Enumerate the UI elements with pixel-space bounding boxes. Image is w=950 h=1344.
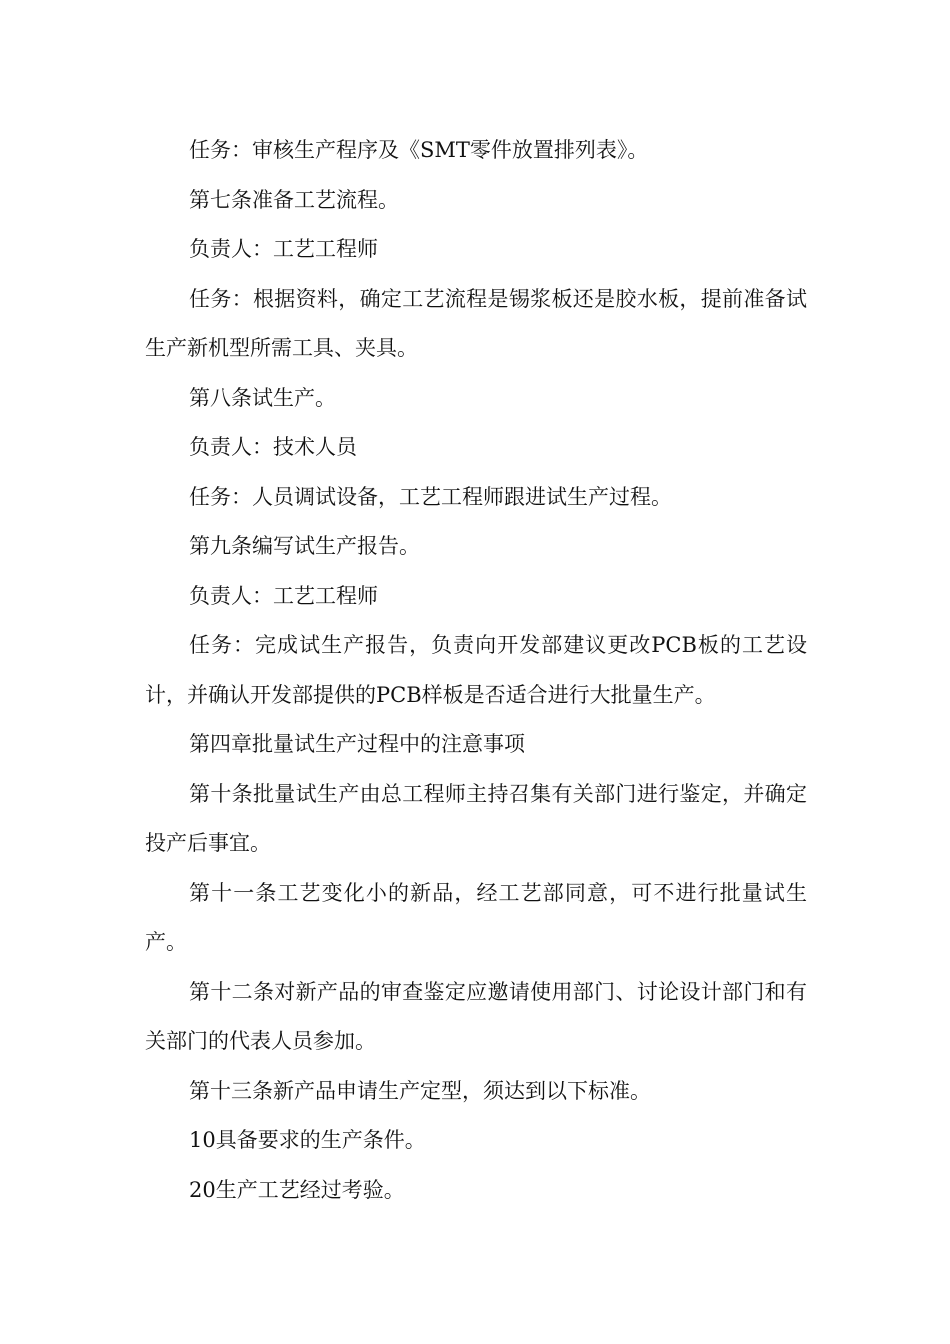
paragraph-responsible-9: 负责人：工艺工程师 <box>189 583 378 608</box>
list-item-1: 10具备要求的生产条件。 <box>189 1128 426 1152</box>
paragraph-article-7: 第七条准备工艺流程。 <box>189 187 399 212</box>
paragraph-article-10: 第十条批量试生产由总工程师主持召集有关部门进行鉴定，并确定投产后事宜。 <box>145 781 807 855</box>
paragraph-task-9: 任务：完成试生产报告，负责向开发部建议更改PCB板的工艺设计，并确认开发部提供的PCB样板是否适合进行大批量生产。 <box>145 633 807 707</box>
list-item-2: 20生产工艺经过考验。 <box>189 1177 405 1202</box>
document-body <box>145 126 807 1215</box>
paragraph-task-7: 任务：根据资料，确定工艺流程是锡浆板还是胶水板，提前准备试生产新机型所需工具、夹具。 <box>145 286 807 360</box>
paragraph-article-13: 第十三条新产品申请生产定型，须达到以下标准。 <box>189 1078 651 1103</box>
paragraph-responsible-8: 负责人：技术人员 <box>189 435 357 459</box>
paragraph-article-8: 第八条试生产。 <box>189 385 336 410</box>
paragraph-article-12: 第十二条对新产品的审查鉴定应邀请使用部门、讨论设计部门和有关部门的代表人员参加。 <box>145 979 807 1053</box>
paragraph-article-11: 第十一条工艺变化小的新品，经工艺部同意，可不进行批量试生产。 <box>145 880 807 954</box>
chapter-4-heading: 第四章批量试生产过程中的注意事项 <box>189 732 525 756</box>
paragraph-responsible-7: 负责人：工艺工程师 <box>189 237 378 261</box>
paragraph-task-8: 任务：人员调试设备，工艺工程师跟进试生产过程。 <box>189 484 672 509</box>
paragraph-article-9: 第九条编写试生产报告。 <box>189 534 420 558</box>
paragraph-task-review: 任务：审核生产程序及《SMT零件放置排列表》。 <box>189 138 649 162</box>
